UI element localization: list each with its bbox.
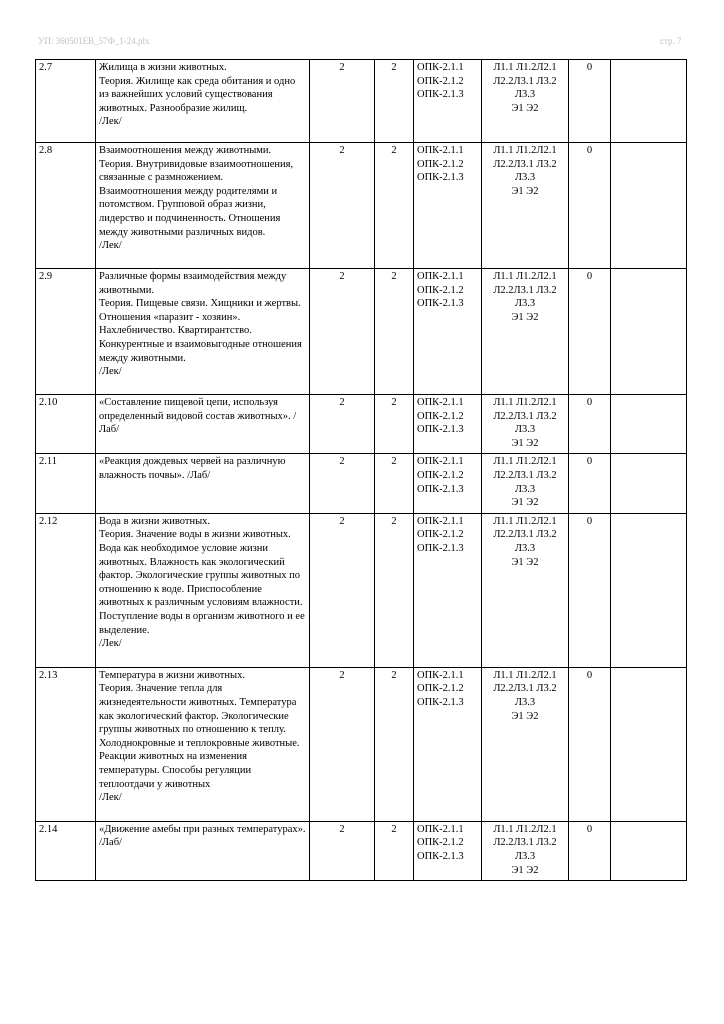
literature-line: Э1 Э2 [511,311,539,323]
interactive-cell: 0 [569,269,611,395]
literature-line: Л2.2Л3.1 Л3.2 [493,158,557,170]
lesson-description: Вода в жизни животных. Теория. Значение воды в жизни животных. Вода как необходимое условие жизни животных. Влажность как экологический фактор. Экологические группы животных по отношению к воде. Приспособление животных к различным условиям влажности. Поступление воды в организм животного и ее выделение. /Лек/ [96,513,310,667]
interactive-cell: 0 [569,454,611,513]
literature-line: Л3.3 [514,172,536,184]
table-row [36,269,687,395]
note-cell [611,60,687,143]
literature-line: Л2.2Л3.1 Л3.2 [493,469,557,481]
table-row [36,143,687,269]
competencies-cell: ОПК-2.1.1 ОПК-2.1.2 ОПК-2.1.3 [414,513,482,667]
literature-line: Л2.2Л3.1 Л3.2 [493,837,557,849]
lesson-description: Взаимоотношения между животными. Теория. Внутривидовые взаимоотношения, связанные с размножением. Взаимоотношения между родителями и потомством. Групповой образ жизни, лидерство и подчиненность. Отношения между животными различных видов. /Лек/ [96,143,310,269]
semester-cell: 2 [310,513,375,667]
literature-line: Э1 Э2 [511,102,539,114]
literature-line: Л1.1 Л1.2Л2.1 [493,515,557,527]
literature-line: Э1 Э2 [511,556,539,568]
literature-line: Л2.2Л3.1 Л3.2 [493,529,557,541]
hours-cell: 2 [375,667,414,821]
lesson-description: «Составление пищевой цепи, используя определенный видовой состав животных». /Лаб/ [96,395,310,454]
lesson-description: «Движение амебы при разных температурах». /Лаб/ [96,821,310,880]
table-body [36,60,687,881]
note-cell [611,513,687,667]
table-row [36,667,687,821]
semester-cell: 2 [310,667,375,821]
table-row [36,395,687,454]
literature-line: Л1.1 Л1.2Л2.1 [493,145,557,156]
literature-line: Л3.3 [514,483,536,495]
lesson-description: Различные формы взаимодействия между животными. Теория. Пищевые связи. Хищники и жертвы. Отношения «паразит - хозяин». Нахлебничество. Квартирантство. Конкурентные и взаимовыгодные отношения между животными. /Лек/ [96,269,310,395]
interactive-cell: 0 [569,60,611,143]
literature-cell [482,60,569,143]
literature-line: Л3.3 [514,542,536,554]
literature-cell [482,513,569,667]
row-number: 2.13 [36,667,96,821]
literature-line: Л2.2Л3.1 Л3.2 [493,75,557,87]
interactive-cell: 0 [569,395,611,454]
competencies-cell: ОПК-2.1.1 ОПК-2.1.2 ОПК-2.1.3 [414,269,482,395]
document-header-left: УП: 360501ЕВ_57Ф_1-24.plx [38,36,150,46]
literature-line: Э1 Э2 [511,864,539,876]
literature-line: Л2.2Л3.1 Л3.2 [493,410,557,422]
row-number: 2.12 [36,513,96,667]
note-cell [611,143,687,269]
literature-line: Л2.2Л3.1 Л3.2 [493,683,557,695]
row-number: 2.14 [36,821,96,880]
competencies-cell: ОПК-2.1.1 ОПК-2.1.2 ОПК-2.1.3 [414,821,482,880]
semester-cell: 2 [310,454,375,513]
literature-line: Л3.3 [514,298,536,310]
hours-cell: 2 [375,269,414,395]
lesson-description: Температура в жизни животных. Теория. Значение тепла для жизнедеятельности животных. Температура как экологический фактор. Экологические группы животных по отношению к теплу. Холоднокровные и теплокровные животные. Реакции животных на изменения температуры. Способы регуляции теплоотдачи у животных /Лек/ [96,667,310,821]
semester-cell: 2 [310,395,375,454]
interactive-cell: 0 [569,821,611,880]
semester-cell: 2 [310,269,375,395]
row-number: 2.10 [36,395,96,454]
literature-line: Л1.1 Л1.2Л2.1 [493,669,557,681]
literature-line: Л1.1 Л1.2Л2.1 [493,62,557,73]
literature-cell [482,143,569,269]
lesson-description: Жилища в жизни животных. Теория. Жилище как среда обитания и одно из важнейших условий существования животных. Разнообразие жилищ. /Лек/ [96,60,310,143]
page-number: стр. 7 [660,36,682,46]
literature-line: Л1.1 Л1.2Л2.1 [493,271,557,282]
row-number: 2.9 [36,269,96,395]
hours-cell: 2 [375,60,414,143]
competencies-cell: ОПК-2.1.1 ОПК-2.1.2 ОПК-2.1.3 [414,454,482,513]
note-cell [611,269,687,395]
literature-line: Л1.1 Л1.2Л2.1 [493,823,557,835]
semester-cell: 2 [310,143,375,269]
literature-line: Э1 Э2 [511,185,539,197]
competencies-cell: ОПК-2.1.1 ОПК-2.1.2 ОПК-2.1.3 [414,60,482,143]
competencies-cell: ОПК-2.1.1 ОПК-2.1.2 ОПК-2.1.3 [414,667,482,821]
hours-cell: 2 [375,143,414,269]
note-cell [611,454,687,513]
literature-line: Л1.1 Л1.2Л2.1 [493,397,557,408]
hours-cell: 2 [375,395,414,454]
lesson-description: «Реакция дождевых червей на различную влажность почвы». /Лаб/ [96,454,310,513]
literature-cell [482,821,569,880]
table-row [36,513,687,667]
note-cell [611,667,687,821]
literature-line: Л3.3 [514,89,536,101]
hours-cell: 2 [375,513,414,667]
literature-line: Л3.3 [514,850,536,862]
curriculum-table [35,59,687,881]
table-row [36,821,687,880]
semester-cell: 2 [310,60,375,143]
literature-cell [482,395,569,454]
note-cell [611,821,687,880]
hours-cell: 2 [375,821,414,880]
competencies-cell: ОПК-2.1.1 ОПК-2.1.2 ОПК-2.1.3 [414,395,482,454]
literature-line: Л3.3 [514,696,536,708]
table-row [36,60,687,143]
table-row [36,454,687,513]
semester-cell: 2 [310,821,375,880]
hours-cell: 2 [375,454,414,513]
literature-line: Л2.2Л3.1 Л3.2 [493,284,557,296]
literature-cell [482,454,569,513]
literature-line: Э1 Э2 [511,497,539,509]
literature-line: Л3.3 [514,424,536,436]
interactive-cell: 0 [569,143,611,269]
literature-line: Э1 Э2 [511,710,539,722]
row-number: 2.7 [36,60,96,143]
interactive-cell: 0 [569,667,611,821]
row-number: 2.11 [36,454,96,513]
note-cell [611,395,687,454]
competencies-cell: ОПК-2.1.1 ОПК-2.1.2 ОПК-2.1.3 [414,143,482,269]
literature-line: Л1.1 Л1.2Л2.1 [493,456,557,468]
literature-line: Э1 Э2 [511,437,539,449]
literature-cell [482,269,569,395]
literature-cell [482,667,569,821]
interactive-cell: 0 [569,513,611,667]
row-number: 2.8 [36,143,96,269]
